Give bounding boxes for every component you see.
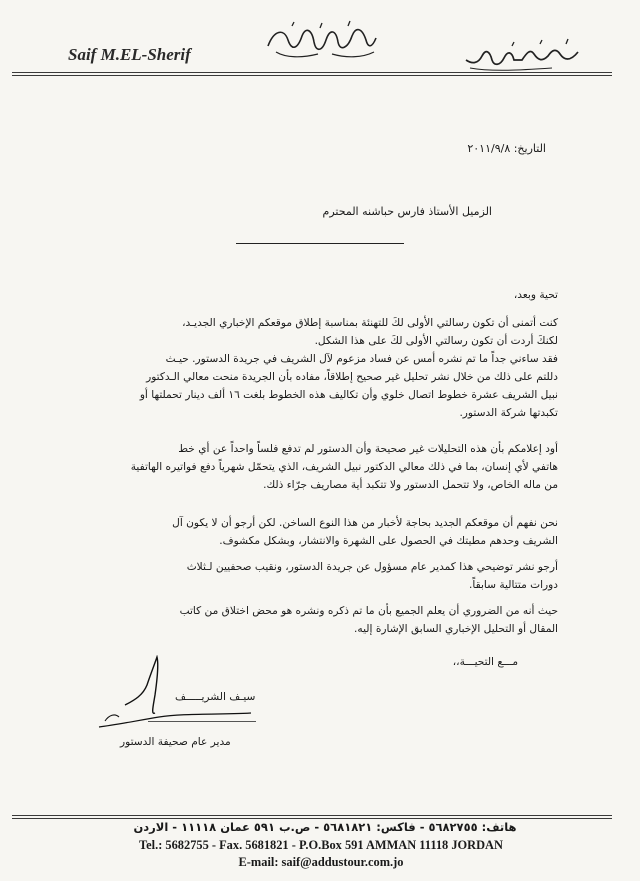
footer-contact-english: Tel.: 5682755 - Fax. 5681821 - P.O.Box 591 AMMAN 11118 JORDAN [139,838,503,852]
paragraph-6 [118,602,558,638]
paragraph-line: كنت أتمنى أن تكون رسالتي الأولى لكَ للتهنئة بمناسبة إطلاق موقعكم الإخباري الجديـد، [182,317,558,329]
recipient-line: الزميل الأستاذ فارس حباشنه المحترم [322,205,492,218]
letterhead-arabic-name-logo [462,34,582,74]
paragraph-line: تكبدتها شركة الدستور. [459,407,558,419]
paragraph-1 [118,314,558,350]
paragraph-line: أرجو نشر توضيحي هذا كمدير عام مسؤول عن جريدة الدستور، ونقيب صحفيين لـثلاث [186,561,558,573]
paragraph-5 [118,558,558,594]
paragraph-line: من ماله الخاص، ولا تتحمل الدستور ولا تتكبد أية مصاريف جرّاء ذلك. [263,479,558,491]
paragraph-line: فقد ساءني جداً ما تم نشره أمس عن فساد مزعوم لآل الشريف في جريدة الدستور. حيـث [165,353,558,365]
paragraph-line: هاتفي لأي إنسان، بما في ذلك معالي الدكتور نبيل الشريف، الذي يتحمّل شهرياً دفع فواتيره الهاتفية [130,461,558,473]
closing-salutation: مـــع التحيـــة،، [452,656,518,668]
basmala-calligraphy [262,18,382,64]
footer-email: E-mail: saif@addustour.com.jo [238,855,404,869]
footer-rule [12,815,612,816]
footer-contact-arabic: هاتف: ٥٦٨٢٧٥٥ - فاكس: ٥٦٨١٨٢١ - ص.ب ٥٩١ عمان ١١١١٨ - الاردن [133,820,517,834]
paragraph-line: نبيل الشريف عشرة خطوط اتصال خلوي وأن تكاليف هذه الخطوط بلغت ١٦ ألف دينار تحملتها أو [139,389,558,401]
paragraph-line: حيث أنه من الضروري أن يعلم الجميع بأن ما تم ذكره ونشره هو محض اختلاق من كاتب [179,605,558,617]
paragraph-3 [118,440,558,494]
paragraph-line: نحن نفهم أن موقعكم الجديد بحاجة لأخبار من هذا النوع الساخن. لكن أرجو أن لا يكون آل [172,517,558,529]
letter-date: التاريخ: ٢٠١١/٩/٨ [467,142,546,155]
header-rule [12,72,612,73]
paragraph-line: الشريف وحدهم مطيتك في الحصول على الشهرة والانتشار، وبشكل مكشوف. [219,535,558,547]
paragraph-line: المقال أو التحليل الإخباري السابق الإشارة إليه. [354,623,558,635]
letterhead-name-en: Saif M.EL-Sherif [68,45,191,64]
header-rule-secondary [12,75,612,76]
paragraph-2 [118,350,558,422]
signatory-title: مدير عام صحيفة الدستور [120,736,231,748]
paragraph-line: لكنكَ أردت أن تكون رسالتي الأولى لكَ على هذا الشكل. [314,335,558,347]
signature-line [148,721,256,722]
signatory-name: سيـف الشريـــــف [175,691,256,703]
paragraph-line: دللتم على ذلك من خلال نشر تحليل غير صحيح إطلاقاً، مفاده بأن الجريدة منحت معالي الـدكتور [146,371,558,383]
paragraph-line: أود إعلامكم بأن هذه التحليلات غير صحيحة وأن الدستور لم تدفع فلساً واحداً عن أي خط [178,443,558,455]
greeting: تحية وبعد، [513,289,558,301]
paragraph-line: دورات متتالية سابقاً. [468,579,558,591]
footer-rule-secondary [12,818,612,819]
recipient-underline [236,243,404,244]
paragraph-4 [118,514,558,550]
